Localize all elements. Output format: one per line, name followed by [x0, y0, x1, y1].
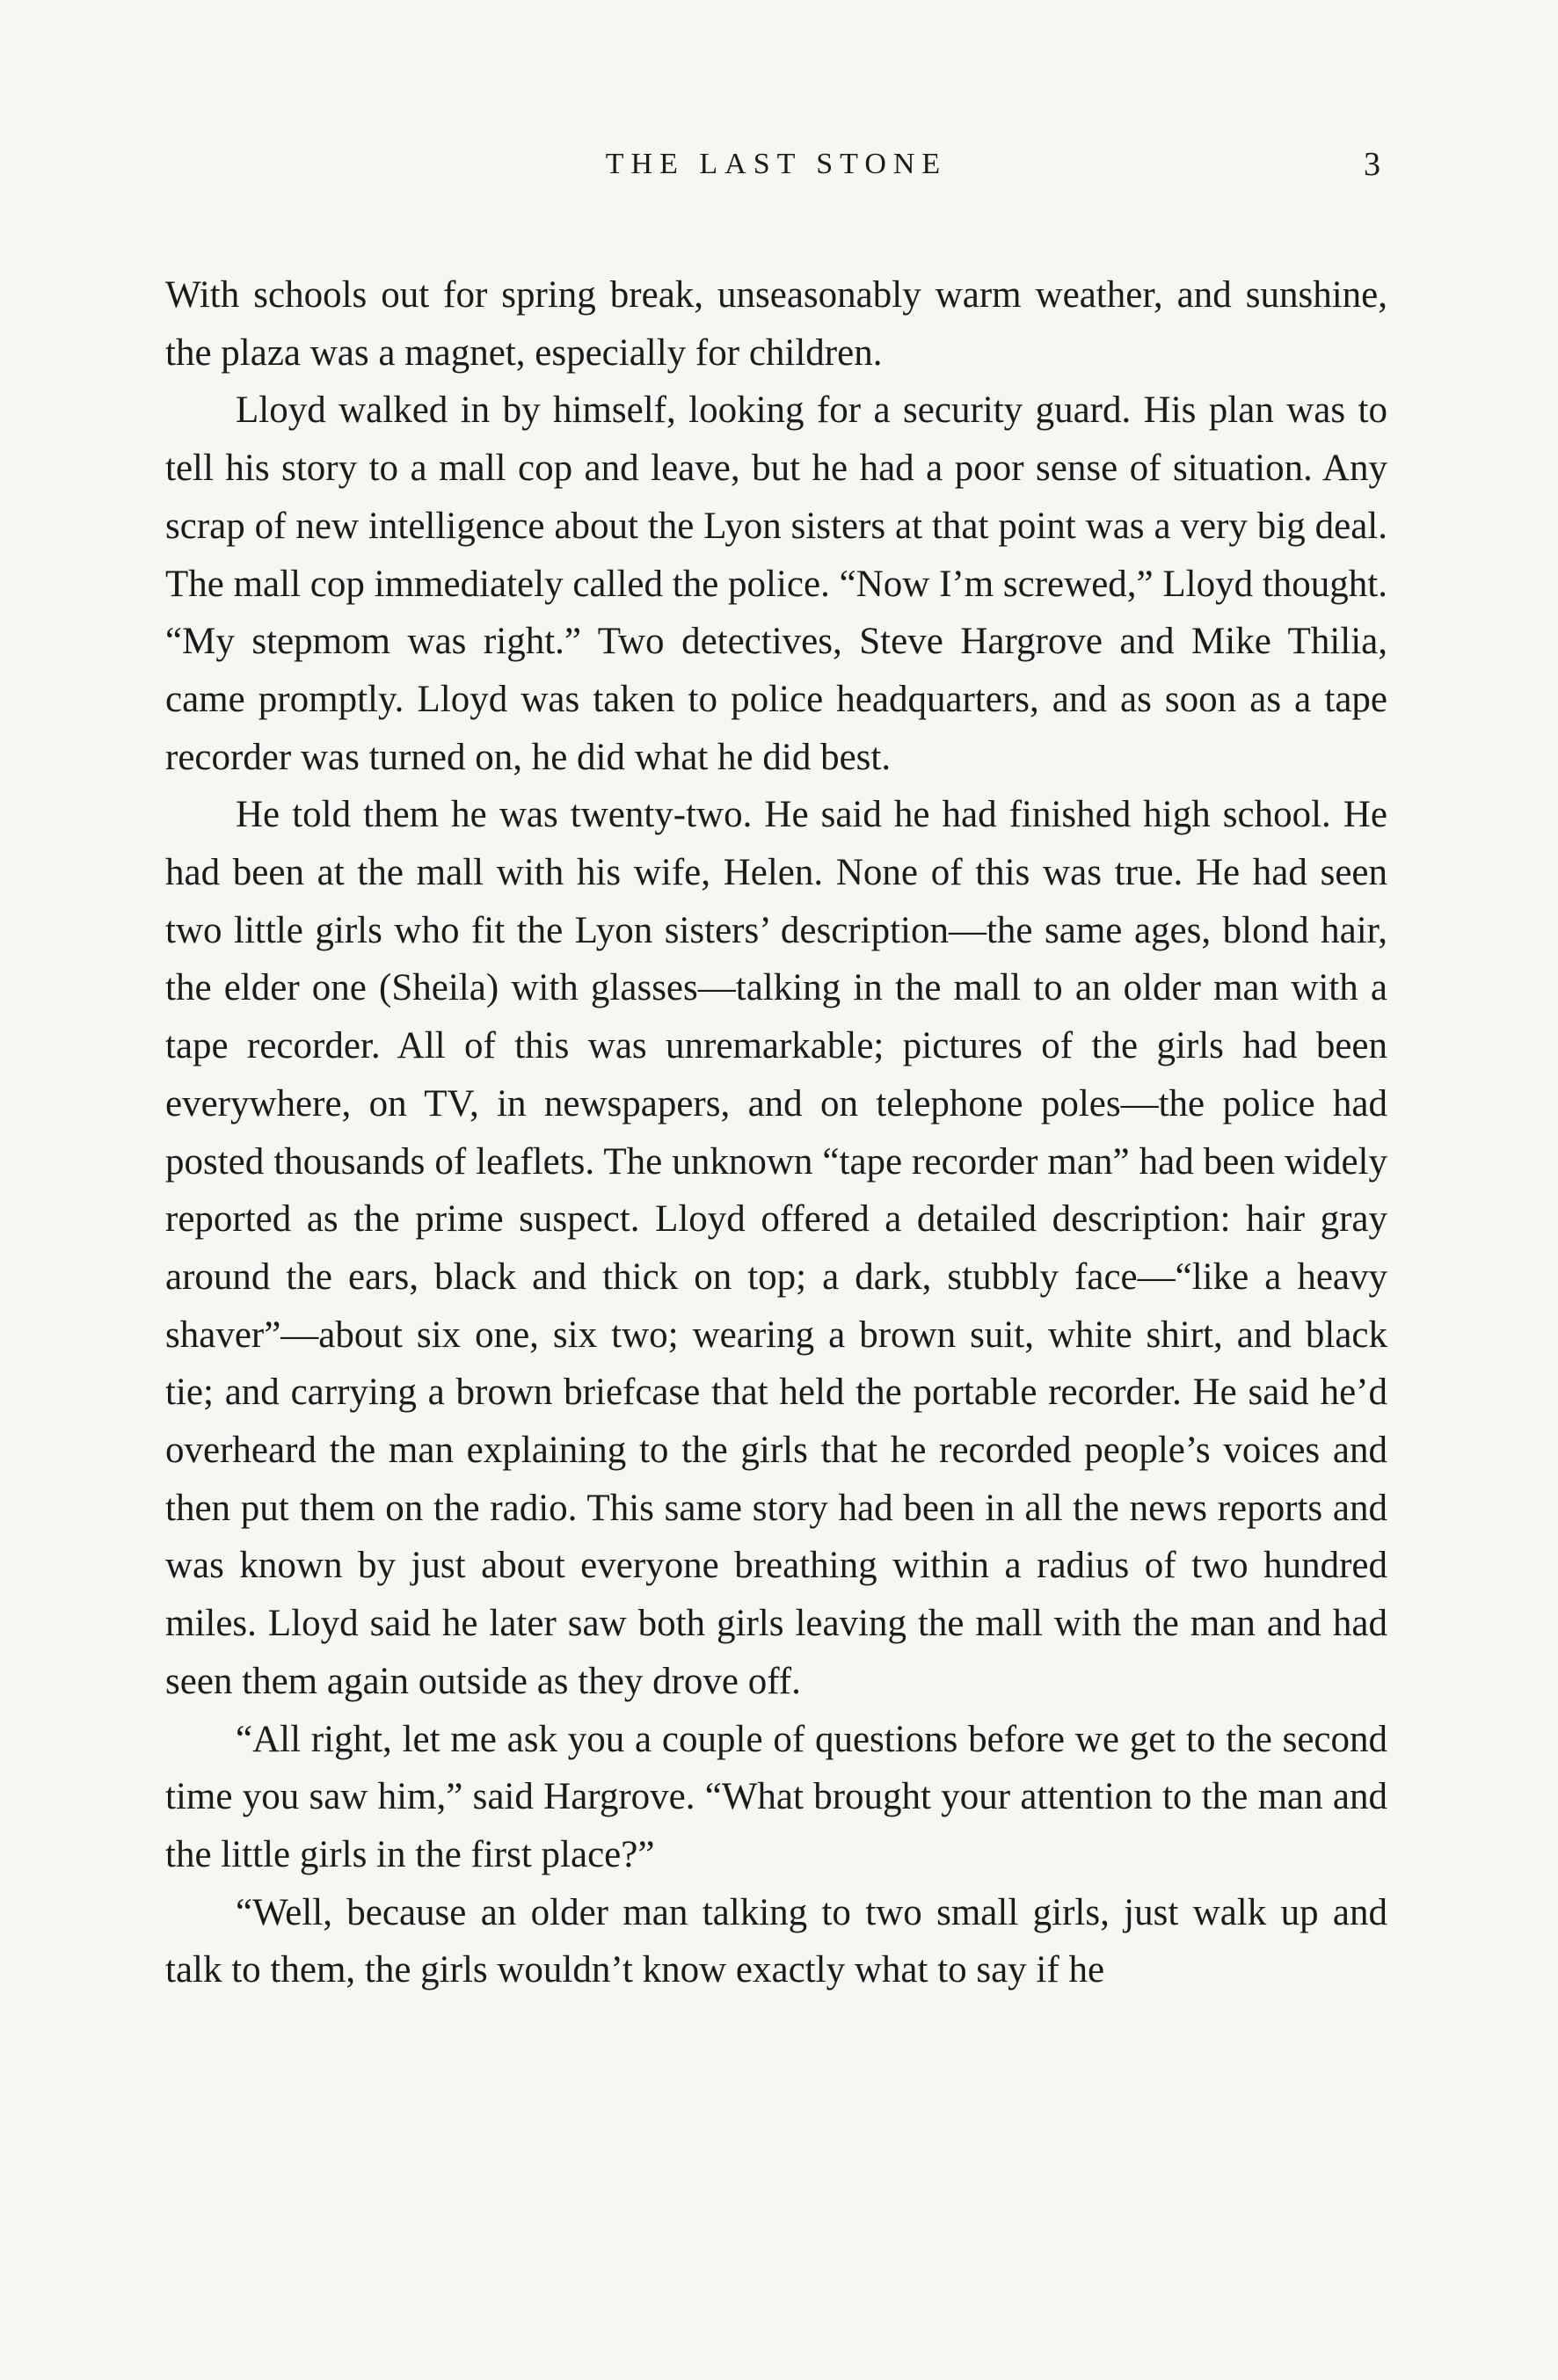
- paragraph: Lloyd walked in by himself, looking for a security guard. His plan was to tell his story to a mall cop and leave, but he had a poor sense of situation. Any scrap of new intelligence about the Lyon sisters at that point was a very big deal. The mall cop immediately called the police. “Now I’m screwed,” Lloyd thought. “My stepmom was right.” Two detectives, Steve Hargrove and Mike Thilia, came promptly. Lloyd was taken to police headquarters, and as soon as a tape recorder was turned on, he did what he did best.: [165, 389, 1387, 778]
- paragraph: With schools out for spring break, unseasonably warm weather, and sunshine, the plaza was a magnet, especially for children.: [165, 274, 1387, 374]
- body-text: [165, 266, 1387, 1999]
- paragraph: “All right, let me ask you a couple of questions before we get to the second time you saw him,” said Hargrove. “What brought your attention to the man and the little girls in the first place?”: [165, 1718, 1387, 1875]
- running-head: [165, 142, 1387, 186]
- page-number: 3: [1364, 146, 1380, 183]
- paragraph: He told them he was twenty-two. He said he had finished high school. He had been at the mall with his wife, Helen. None of this was true. He had seen two little girls who fit the Lyon sisters’ description—the same ages, blond hair, the elder one (Sheila) with glasses—talking in the mall to an older man with a tape recorder. All of this was unremarkable; pictures of the girls had been everywhere, on TV, in newspapers, and on telephone poles—the police had posted thousands of leaflets. The unknown “tape recorder man” had been widely reported as the prime suspect. Lloyd offered a detailed description: hair gray around the ears, black and thick on top; a dark, stubbly face—“like a heavy shaver”—about six one, six two; wearing a brown suit, white shirt, and black tie; and carrying a brown briefcase that held the portable recorder. He said he’d overheard the man explaining to the girls that he recorded people’s voices and then put them on the radio. This same story had been in all the news reports and was known by just about everyone breathing within a radius of two hundred miles. Lloyd said he later saw both girls leaving the mall with the man and had seen them again outside as they drove off.: [165, 794, 1387, 1702]
- running-title: THE LAST STONE: [605, 148, 948, 180]
- paragraph: “Well, because an older man talking to two small girls, just walk up and talk to them, the girls wouldn’t know exactly what to say if he: [165, 1891, 1387, 1991]
